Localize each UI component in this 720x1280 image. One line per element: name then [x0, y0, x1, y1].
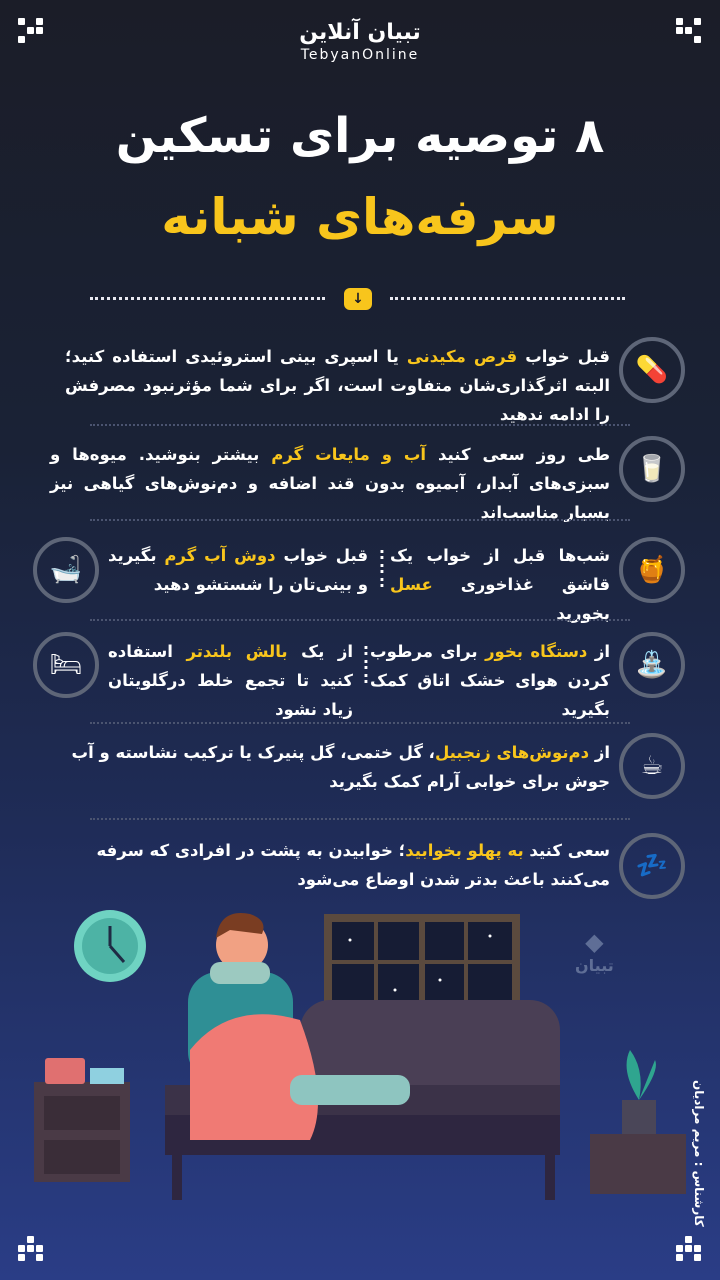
tip-1: [65, 342, 610, 429]
brand-logo: [0, 20, 720, 63]
bathtub-icon: 🛁: [33, 537, 99, 603]
nightstand-left: [34, 1058, 130, 1182]
tip-text: استفاده کنید تا تجمع خلط درگلویتان زیاد نشود: [108, 642, 353, 719]
tip-text: قبل خواب: [275, 546, 369, 565]
window: [324, 914, 520, 1014]
tip-text: قبل خواب: [517, 347, 610, 366]
tip-highlight: دوش آب گرم: [164, 546, 276, 565]
tip-text: از یک: [287, 642, 353, 661]
tip-text: برای مرطوب کردن هوای خشک اتاق کمک بگیرید: [370, 642, 610, 719]
logo-english: TebyanOnline: [300, 47, 420, 63]
watermark: [575, 928, 614, 975]
column-divider: : : :: [378, 544, 386, 591]
watermark-text: تبیان: [575, 956, 614, 975]
separator: [90, 818, 630, 820]
tip-3: [390, 541, 610, 628]
tip-7: [50, 738, 610, 796]
tip-text: از: [587, 642, 610, 661]
tip-highlight: دستگاه بخور: [485, 642, 588, 661]
clock-icon: [74, 910, 146, 982]
pillow-head-icon: 🛏: [33, 632, 99, 698]
divider: [390, 297, 625, 300]
tea-cup-icon: ☕: [619, 733, 685, 799]
separator: [90, 424, 630, 426]
tip-text: بیشتر بنوشید. میوه‌ها و سبزی‌های آبدار، آبمیوه بدون قند اضافه و دم‌نوش‌های گیاهی نیز بسیار مناسب‌اند: [50, 445, 610, 522]
tip-8: [50, 836, 610, 894]
tip-5: [370, 637, 610, 724]
tip-text: بخورید: [556, 604, 610, 623]
honey-jar-icon: 🍯: [619, 537, 685, 603]
logo-persian: تبیان آنلاین: [299, 20, 421, 45]
title-line-1: ۸ توصیه برای تسکین: [115, 108, 605, 164]
column-divider: : : :: [362, 640, 370, 687]
medicine-icon: 💊: [619, 337, 685, 403]
tip-highlight: عسل: [390, 575, 433, 594]
tip-highlight: قرص مکیدنی: [406, 347, 518, 366]
humidifier-icon: ⛲: [619, 632, 685, 698]
title-line-2: سرفه‌های شبانه: [161, 188, 559, 246]
tip-highlight: بالش بلندتر: [186, 642, 288, 661]
watermark-logo-icon: ◆: [585, 928, 604, 956]
separator: [90, 619, 630, 621]
tip-text: ؛ خوابیدن به پشت در افرادی که سرفه می‌کنند باعث بدتر شدن اوضاع می‌شود: [96, 841, 610, 889]
tip-highlight: دم‌نوش‌های زنجبیل: [434, 743, 590, 762]
sleep-pillow-icon: 💤: [619, 833, 685, 899]
separator: [90, 722, 630, 724]
arrow-down-icon: ↓: [344, 288, 372, 310]
tip-text: طی روز سعی کنید: [426, 445, 610, 464]
tip-text: سعی کنید: [523, 841, 610, 860]
tip-6: [108, 637, 353, 724]
tip-highlight: به پهلو بخوابید: [405, 841, 524, 860]
tip-text: ، گل ختمی، گل پنیرک یا ترکیب نشاسته و آب جوش برای خوابی آرام کمک بگیرید: [71, 743, 610, 791]
water-glass-icon: 🥛: [619, 436, 685, 502]
divider: [90, 297, 325, 300]
tip-4: [108, 541, 368, 599]
nightstand-right: [590, 1050, 686, 1194]
tip-text: بگیرید و بینی‌تان را شستشو دهید: [108, 546, 368, 594]
tip-text: شب‌ها قبل از خواب یک قاشق غذاخوری: [390, 546, 610, 594]
tip-2: [50, 440, 610, 527]
tip-text: یا اسپری بینی استروئیدی استفاده کنید؛ البته اثرگذاری‌شان متفاوت است، اگر برای شما مؤثرنبود مصرفش را ادامه ندهید: [65, 347, 610, 424]
separator: [90, 519, 630, 521]
tip-highlight: آب و مایعات گرم: [271, 445, 427, 464]
credit-text: کارشناس : مریم مرادیان: [692, 1080, 706, 1227]
tip-text: از: [589, 743, 610, 762]
